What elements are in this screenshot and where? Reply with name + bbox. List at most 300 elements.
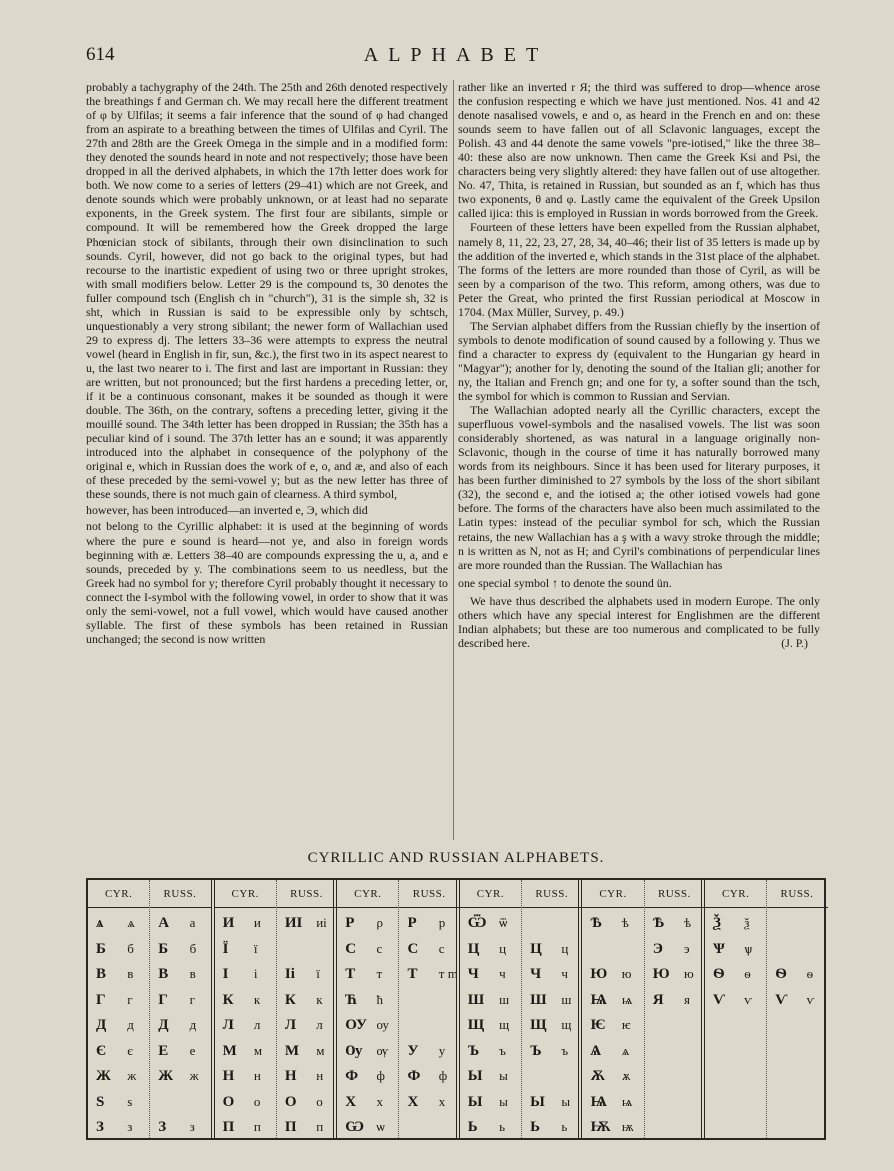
cyr-letter-cell xyxy=(460,1012,521,1038)
uppercase-letter: Ц xyxy=(530,940,542,957)
uppercase-letter: Б xyxy=(158,940,169,957)
lowercase-letter: х xyxy=(376,1093,383,1109)
russ-letter-cell xyxy=(645,910,706,936)
lowercase-letter: и xyxy=(253,915,261,930)
cyr-letter-cell xyxy=(582,1089,643,1115)
uppercase-letter: В xyxy=(96,966,107,982)
uppercase-letter: Ѵ xyxy=(775,991,788,1008)
lowercase-letter: б xyxy=(189,940,197,956)
lowercase-letter: щ xyxy=(499,1017,510,1032)
cyr-letter-cell xyxy=(215,1038,276,1064)
lowercase-letter: ѵ xyxy=(744,991,752,1007)
russ-letter-cell xyxy=(522,1089,583,1115)
uppercase-letter: Т xyxy=(407,966,418,982)
uppercase-letter: К xyxy=(222,991,234,1008)
uppercase-letter: Ъ xyxy=(530,1042,542,1059)
lowercase-letter: щ xyxy=(561,1017,572,1032)
russ-letter-cell xyxy=(522,1012,583,1038)
lowercase-letter: я xyxy=(683,991,690,1007)
lowercase-letter: з xyxy=(189,1119,195,1134)
paragraph: The Wallachian adopted nearly all the Cyrillic characters, except the superfluous vowel-symbols and the nasalised vowels. The list was soon considerably shortened, as was natural in a language originally non-Sclavonic, though in the course of time it has naturally borrowed many words from its neighbours. Since it has been used for literary purposes, it has been further diminished to 27 symbols by the loss of the short sibilant (32), the second e, and the iotised a; the other iotised vowels had gone before. The forms of the characters have also been much assimilated to the Latin types: instead of the peculiar symbol for sch, which the Russian retains, the new Wallachian has a ş with a wavy stroke through the middle; n is written as N, not as H; and Cyril's combinations of perpendicular lines are more rounded than the Russian. The Wallachian has xyxy=(458,403,820,572)
uppercase-letter: Ч xyxy=(530,966,542,982)
uppercase-letter: Ћ xyxy=(345,991,358,1008)
cyr-letter-cell xyxy=(88,936,149,962)
lowercase-letter: ѱ xyxy=(744,940,753,956)
russ-letter-cell xyxy=(399,936,460,962)
lowercase-letter: иі xyxy=(316,915,327,930)
cyr-letter-cell xyxy=(582,987,643,1013)
russ-letter-cell xyxy=(522,987,583,1013)
uppercase-letter: Ї xyxy=(222,940,229,957)
uppercase-letter: Г xyxy=(96,991,106,1008)
russ-letter-cell xyxy=(522,1063,583,1089)
running-title: ALPHABET xyxy=(363,44,549,66)
paragraph: however, has been introduced—an inverted e, Э, which did xyxy=(86,503,368,518)
uppercase-letter: Щ xyxy=(467,1017,485,1033)
lowercase-letter: з xyxy=(127,1119,133,1134)
russ-letter-cell xyxy=(277,961,338,987)
cyr-letter-cell xyxy=(215,936,276,962)
russ-letters xyxy=(644,880,706,1138)
russ-letter-cell xyxy=(399,1038,460,1064)
uppercase-letter: Ѳ xyxy=(775,966,787,982)
cyr-letters xyxy=(88,880,149,1138)
uppercase-letter: Ю xyxy=(652,966,670,982)
russ-letter-cell xyxy=(645,1114,706,1140)
russ-header: RUSS. xyxy=(412,888,446,900)
lowercase-letter: р xyxy=(438,915,446,930)
cyr-letter-cell xyxy=(215,910,276,936)
uppercase-letter: Ѧ xyxy=(590,1042,602,1059)
cyr-letter-cell xyxy=(460,1089,521,1115)
russ-letter-cell xyxy=(522,910,583,936)
paragraph: Fourteen of these letters have been expelled from the Russian alphabet, namely 8, 11, 22, 23, 27, 28, 34, 40–46; their list of 35 letters is made up by the addition of the inverted e, which stands in the 31st place of the alphabet. The forms of the letters are more rounded than those of Cyril, as will be seen by a comparison of the two. This reform, among others, was due to Peter the Great, who printed the first Russian periodical at Moscow in 1704. (Max Müller, Survey, p. 49.) xyxy=(458,220,820,319)
cyr-letter-cell xyxy=(582,961,643,987)
lowercase-letter: о xyxy=(253,1093,261,1109)
cyr-letter-cell xyxy=(337,1063,398,1089)
cyr-letters xyxy=(215,880,276,1138)
russ-letter-cell xyxy=(522,1114,583,1140)
cyr-letter-cell xyxy=(460,1114,521,1140)
russ-letter-cell xyxy=(645,1089,706,1115)
uppercase-letter: Ж xyxy=(96,1068,111,1084)
uppercase-letter: С xyxy=(407,940,419,957)
lowercase-letter: н xyxy=(253,1068,261,1083)
uppercase-letter: Ѳ xyxy=(713,966,725,982)
russ-header: RUSS. xyxy=(535,888,569,900)
running-header xyxy=(86,44,826,74)
uppercase-letter: П xyxy=(222,1119,235,1135)
uppercase-letter: Ѡ xyxy=(345,1119,364,1135)
lowercase-letter: м xyxy=(316,1042,325,1058)
cyr-letter-cell xyxy=(705,961,766,987)
lowercase-letter: г xyxy=(189,991,195,1007)
lowercase-letter: п xyxy=(253,1119,261,1134)
lowercase-letter: ѵ xyxy=(806,991,815,1007)
lowercase-letter: ц xyxy=(499,940,507,956)
russ-letter-cell xyxy=(277,1063,338,1089)
cyr-header: CYR. xyxy=(599,888,627,900)
lowercase-letter: ъ xyxy=(499,1042,506,1058)
cyr-letter-cell xyxy=(582,936,643,962)
cyr-letter-cell xyxy=(337,1038,398,1064)
cyr-letter-cell xyxy=(705,936,766,962)
russ-letter-cell xyxy=(150,910,211,936)
lowercase-letter: ы xyxy=(499,1068,508,1083)
uppercase-letter: Щ xyxy=(530,1017,547,1033)
left-column xyxy=(86,80,448,646)
russ-letters xyxy=(276,880,338,1138)
uppercase-letter: Ы xyxy=(467,1093,483,1110)
lowercase-letter: ж xyxy=(127,1068,137,1083)
cyr-letter-cell xyxy=(705,987,766,1013)
russ-letters xyxy=(149,880,211,1138)
uppercase-letter: П xyxy=(284,1119,297,1135)
russ-letter-cell xyxy=(767,1114,828,1140)
russ-letters xyxy=(521,880,583,1138)
russ-letter-cell xyxy=(150,936,211,962)
uppercase-letter: Ѿ xyxy=(467,915,487,931)
paragraph: We have thus described the alphabets used in modern Europe. The only others which have any special interest for Englishmen are the different Indian alphabets; but these are too numerous and complicated to be fully described here. xyxy=(458,593,820,650)
cyr-letter-cell xyxy=(215,1012,276,1038)
russ-letter-cell xyxy=(767,1012,828,1038)
uppercase-letter: ѧ xyxy=(96,915,104,931)
cyr-letter-cell xyxy=(582,910,643,936)
uppercase-letter: Д xyxy=(96,1017,107,1033)
uppercase-letter: О xyxy=(284,1093,297,1110)
lowercase-letter: ѕ xyxy=(127,1093,133,1109)
uppercase-letter: Ь xyxy=(530,1119,541,1135)
lowercase-letter: ы xyxy=(499,1093,508,1109)
russ-letter-cell xyxy=(645,1038,706,1064)
uppercase-letter: А xyxy=(158,915,170,931)
lowercase-letter: ю xyxy=(683,966,694,981)
russ-letter-cell xyxy=(767,987,828,1013)
russ-letter-cell xyxy=(399,1063,460,1089)
russ-letter-cell xyxy=(767,1089,828,1115)
cyr-letter-cell xyxy=(88,1089,149,1115)
uppercase-letter: Ѣ xyxy=(652,915,665,931)
russ-letter-cell xyxy=(399,1114,460,1140)
russ-letter-cell xyxy=(767,1063,828,1089)
cyr-header: CYR. xyxy=(104,888,133,900)
russ-letter-cell xyxy=(150,1089,211,1115)
uppercase-letter: Ы xyxy=(467,1068,483,1084)
lowercase-letter: м xyxy=(253,1042,263,1058)
uppercase-letter: М xyxy=(284,1042,300,1059)
lowercase-letter: ρ xyxy=(376,915,383,930)
alphabet-table xyxy=(86,878,826,1140)
cyr-letter-cell xyxy=(215,961,276,987)
lowercase-letter: і xyxy=(253,966,258,981)
uppercase-letter: Н xyxy=(284,1068,297,1084)
lowercase-letter: с xyxy=(376,940,383,956)
russ-header: RUSS. xyxy=(657,888,691,900)
cyr-letter-cell xyxy=(88,910,149,936)
russ-letter-cell xyxy=(399,987,460,1013)
uppercase-letter: У xyxy=(407,1042,419,1059)
uppercase-letter: З xyxy=(158,1119,167,1135)
russ-letter-cell xyxy=(277,1089,338,1115)
russ-letter-cell xyxy=(399,961,460,987)
lowercase-letter: ь xyxy=(561,1119,568,1134)
russ-letter-cell xyxy=(399,910,460,936)
russ-letter-cell xyxy=(522,936,583,962)
russ-letter-cell xyxy=(150,1012,211,1038)
uppercase-letter: Ъ xyxy=(467,1042,480,1059)
cyr-letter-cell xyxy=(337,910,398,936)
russ-letter-cell xyxy=(277,987,338,1013)
uppercase-letter: Ѭ xyxy=(590,1119,611,1135)
paragraph: The Servian alphabet differs from the Russian chiefly by the insertion of symbols to denote modification of sound caused by a following y. Thus we find a character to express dy (equivalent to the Hungarian gy heard in "Magyar"); another for ly, denoting the sound of the Italian gli; another for ny, the Italian and French gn; and one for ty, a softer sound than the tsch, the symbol for which is common to Russian and Servian. xyxy=(458,318,820,404)
lowercase-letter: ж xyxy=(189,1068,199,1083)
paragraph: probably a tachygraphy of the 24th. The 25th and 26th denoted respectively the breathings f and German ch. We may recall here the different treatment of φ by Ulfilas; it seems a fair inference that the sound of φ had changed from an aspirate to a breathing between the times of Ulfilas and Cyril. The 27th and 28th are the Greek Omega in the simple and in a modified form: they denoted the sounds heard in note and not respectively; those have been dropped in all the derived alphabets, in which the 17th letter does work for both. We now come to a series of letters (29–41) which are not Greek, and denote sounds which were probably unknown, or at least had no separate exponents, in the Greek system. The first four are sibilants, simple or compound. It will be remembered how the Greek dropped the large Phœnician stock of sibilants, through their own disinclination to such sounds. Cyril, however, did not go back to the original types, but had recourse to the inartistic expedient of using two or three upright strokes, with small modifiers below. Letter 29 is the compound ts, 30 denotes the fuller compound tsch (English ch in "church"), 31 is the simple sh, 32 is sht, which in Russian is said to be expressible only by schtsch, unquestionably a very strong sibilant; the newer form of Wallachian used 29 to express dj. The letters 33–36 were attempts to express the neutral vowel (heard in English in fir, sun, &c.), the first two in its aspect nearest to u, the last two nearer to i. The first and last are important in Russian: they are written, but not pronounced; but the first hardens a preceding letter, or, if it be a continuous consonant, makes it be sounded as though it were double. The 36th, on the contrary, softens a preceding letter, giving it the mouillé sound. The 34th letter has been dropped in Russian; the 35th has a peculiar kind of i sound. The 37th letter has an e sound; it was apparently introduced into the alphabet in consequence of the polyphony of the original e, which in Russian does the work of e, o, and æ, and also of each of these preceded by the semi-vowel y; but as the new letter has three of these sounds, there is not much gain of clearness. A third symbol, xyxy=(86,80,448,502)
uppercase-letter: Ѩ xyxy=(590,991,607,1008)
right-column xyxy=(458,80,820,650)
uppercase-letter: Т xyxy=(345,966,356,982)
russ-letter-cell xyxy=(645,961,706,987)
lowercase-letter: ï xyxy=(316,966,320,981)
uppercase-letter: М xyxy=(222,1042,237,1059)
uppercase-letter: Ѩ xyxy=(590,1093,607,1110)
russ-letters xyxy=(766,880,828,1138)
paragraph: one special symbol ↑ to denote the sound ün. xyxy=(458,575,672,590)
russ-header: RUSS. xyxy=(290,888,323,900)
cyr-letter-cell xyxy=(705,1012,766,1038)
author-signature: (J. P.) xyxy=(781,635,808,650)
cyr-letter-cell xyxy=(337,961,398,987)
alphabet-column-pair xyxy=(88,880,211,1138)
uppercase-letter: Э xyxy=(652,940,663,957)
lowercase-letter: ѥ xyxy=(621,1017,631,1032)
russ-letter-cell xyxy=(150,1038,211,1064)
lowercase-letter: ѧ xyxy=(621,1042,630,1058)
column-divider xyxy=(453,80,454,840)
page-number: 614 xyxy=(86,44,115,65)
russ-letter-cell xyxy=(399,1089,460,1115)
cyr-letter-cell xyxy=(215,1114,276,1140)
cyr-letters xyxy=(582,880,643,1138)
cyr-letter-cell xyxy=(460,961,521,987)
uppercase-letter: Х xyxy=(407,1093,419,1110)
uppercase-letter: В xyxy=(158,966,169,982)
russ-letter-cell xyxy=(277,910,338,936)
lowercase-letter: ѹ xyxy=(376,1042,388,1058)
cyr-letter-cell xyxy=(460,1038,521,1064)
cyr-letter-cell xyxy=(337,987,398,1013)
lowercase-letter: ѩ xyxy=(621,991,633,1007)
lowercase-letter: в xyxy=(127,966,134,981)
cyr-letters xyxy=(460,880,521,1138)
cyr-letter-cell xyxy=(215,1089,276,1115)
paragraph: not belong to the Cyrillic alphabet: it is used at the beginning of words where the pure e sound is heard—not ye, and also in foreign words beginning with æ. Letters 38–40 are compounds expressing the u, a, and e sounds, preceded by y. The combinations seem to us needless, but the Greek had no symbol for y; therefore Cyril probably thought it necessary to connect the I-symbol with the following vowel, in order to show that it was only the semi-vowel, not a full vowel, which would have caused another syllable. The first of these symbols has been retained in Russian unchanged; the second is now written xyxy=(86,519,448,646)
uppercase-letter: Я xyxy=(652,991,664,1008)
uppercase-letter: Ж xyxy=(158,1068,174,1084)
lowercase-letter: ф xyxy=(376,1068,385,1083)
russ-header: RUSS. xyxy=(163,888,197,900)
lowercase-letter: т xyxy=(376,966,383,981)
russ-letter-cell xyxy=(645,1063,706,1089)
lowercase-letter: ѭ xyxy=(621,1119,634,1134)
uppercase-letter: Р xyxy=(345,915,355,931)
cyr-letter-cell xyxy=(705,910,766,936)
cyr-letter-cell xyxy=(337,1012,398,1038)
lowercase-letter: а xyxy=(189,915,196,930)
lowercase-letter: ц xyxy=(561,940,569,956)
uppercase-letter: Ш xyxy=(467,991,485,1008)
cyr-letter-cell xyxy=(337,1114,398,1140)
russ-letter-cell xyxy=(399,1012,460,1038)
lowercase-letter: є xyxy=(127,1042,133,1058)
cyr-letters xyxy=(705,880,766,1138)
uppercase-letter: Ѣ xyxy=(590,915,602,931)
cyr-letter-cell xyxy=(88,1038,149,1064)
lowercase-letter: т m xyxy=(438,966,458,981)
uppercase-letter: Ѕ xyxy=(96,1093,105,1110)
lowercase-letter: ѳ xyxy=(744,966,751,981)
uppercase-letter: Ф xyxy=(345,1068,359,1084)
uppercase-letter: Ѵ xyxy=(713,991,726,1008)
russ-letter-cell xyxy=(645,936,706,962)
uppercase-letter: Б xyxy=(96,940,106,957)
russ-letter-cell xyxy=(277,1038,338,1064)
cyr-header: CYR. xyxy=(354,888,382,900)
russ-letter-cell xyxy=(277,1114,338,1140)
lowercase-letter: с xyxy=(438,940,445,956)
uppercase-letter: Н xyxy=(222,1068,235,1084)
cyr-letter-cell xyxy=(705,1114,766,1140)
russ-letters xyxy=(398,880,460,1138)
lowercase-letter: ф xyxy=(438,1068,448,1083)
uppercase-letter: Ѥ xyxy=(590,1017,606,1033)
lowercase-letter: ѳ xyxy=(806,966,814,981)
russ-letter-cell xyxy=(645,987,706,1013)
uppercase-letter: Ь xyxy=(467,1119,478,1135)
lowercase-letter: ч xyxy=(561,966,568,981)
cyr-letter-cell xyxy=(460,987,521,1013)
lowercase-letter: ї xyxy=(253,940,258,956)
cyr-letter-cell xyxy=(460,910,521,936)
russ-letter-cell xyxy=(645,1012,706,1038)
cyr-header: CYR. xyxy=(476,888,505,900)
lowercase-letter: ѩ xyxy=(621,1093,633,1109)
alphabet-column-pair xyxy=(578,880,705,1138)
alphabet-column-pair xyxy=(456,880,583,1138)
cyr-letter-cell xyxy=(582,1012,643,1038)
russ-letter-cell xyxy=(150,987,211,1013)
cyr-letter-cell xyxy=(460,936,521,962)
uppercase-letter: Ц xyxy=(467,940,480,957)
cyr-letter-cell xyxy=(88,1012,149,1038)
uppercase-letter: Х xyxy=(345,1093,357,1110)
lowercase-letter: п xyxy=(316,1119,324,1134)
cyr-letter-cell xyxy=(582,1063,643,1089)
cyr-letter-cell xyxy=(88,1063,149,1089)
lowercase-letter: э xyxy=(683,940,690,956)
cyr-letter-cell xyxy=(215,987,276,1013)
lowercase-letter: н xyxy=(316,1068,324,1083)
cyr-header: CYR. xyxy=(721,888,750,900)
lowercase-letter: ь xyxy=(499,1119,506,1134)
russ-header: RUSS. xyxy=(780,888,814,900)
lowercase-letter: ѫ xyxy=(621,1068,631,1083)
lowercase-letter: ѧ xyxy=(127,915,135,930)
cyr-letter-cell xyxy=(337,936,398,962)
uppercase-letter: Д xyxy=(158,1017,169,1033)
lowercase-letter: о xyxy=(316,1093,323,1109)
lowercase-letter: л xyxy=(316,1017,323,1032)
russ-letter-cell xyxy=(150,961,211,987)
cyr-letter-cell xyxy=(460,1063,521,1089)
lowercase-letter: ш xyxy=(561,991,572,1007)
uppercase-letter: Ч xyxy=(467,966,479,982)
uppercase-letter: Ы xyxy=(530,1093,545,1110)
lowercase-letter: д xyxy=(189,1017,197,1032)
cyr-header: CYR. xyxy=(231,888,259,900)
lowercase-letter: ѯ xyxy=(744,915,750,930)
russ-letter-cell xyxy=(522,961,583,987)
cyr-letter-cell xyxy=(88,987,149,1013)
lowercase-letter: г xyxy=(127,991,133,1007)
table-title: CYRILLIC AND RUSSIAN ALPHABETS. xyxy=(307,850,605,866)
uppercase-letter: ИІ xyxy=(284,915,303,931)
alphabet-column-pair xyxy=(333,880,460,1138)
uppercase-letter: Іі xyxy=(284,966,295,982)
cyr-letter-cell xyxy=(705,1038,766,1064)
lowercase-letter: х xyxy=(438,1093,446,1109)
uppercase-letter: С xyxy=(345,940,357,957)
lowercase-letter: е xyxy=(189,1042,196,1058)
lowercase-letter: ы xyxy=(561,1093,571,1109)
paragraph: rather like an inverted r Я; the third was suffered to drop—whence arose the confusion respecting e which we have just mentioned. Nos. 41 and 42 denote nasalised vowels, e and o, as heard in the French en and on: these sounds seem to have fallen out of all Sclavonic languages, except the Polish. 43 and 44 denote the same vowels "pre-iotised," like the three 38–40: these also are now unknown. Then came the Greek Ksi and Psi, the characters being very slightly altered: they have fallen out of use altogether. No. 47, Thita, is retained in Russian, but sounded as an f, which has thus two exponents, θ and φ. Lastly came the equivalent of the Greek Upsilon called ijica: this is employed in Russian in words borrowed from the Greek. xyxy=(458,80,820,221)
uppercase-letter: О xyxy=(222,1093,235,1110)
lowercase-letter: б xyxy=(127,940,134,956)
lowercase-letter: л xyxy=(253,1017,261,1032)
russ-letter-cell xyxy=(150,1114,211,1140)
uppercase-letter: Р xyxy=(407,915,417,931)
lowercase-letter: ѿ xyxy=(499,915,508,930)
lowercase-letter: ѣ xyxy=(621,915,629,930)
lowercase-letter: ѡ xyxy=(376,1119,385,1134)
uppercase-letter: ОУ xyxy=(345,1017,368,1033)
uppercase-letter: Л xyxy=(284,1017,297,1033)
alphabet-column-pair xyxy=(211,880,338,1138)
uppercase-letter: Л xyxy=(222,1017,234,1033)
russ-letter-cell xyxy=(522,1038,583,1064)
lowercase-letter: оу xyxy=(376,1017,389,1032)
uppercase-letter: Ѱ xyxy=(713,940,725,957)
lowercase-letter: ѣ xyxy=(683,915,692,930)
cyr-letter-cell xyxy=(215,1063,276,1089)
uppercase-letter: Г xyxy=(158,991,168,1008)
cyr-letter-cell xyxy=(705,1063,766,1089)
russ-letter-cell xyxy=(767,910,828,936)
cyr-letters xyxy=(337,880,398,1138)
lowercase-letter: ъ xyxy=(561,1042,569,1058)
uppercase-letter: Ѫ xyxy=(590,1068,606,1084)
russ-letter-cell xyxy=(150,1063,211,1089)
uppercase-letter: Ш xyxy=(530,991,547,1008)
uppercase-letter: И xyxy=(222,915,235,931)
russ-letter-cell xyxy=(767,936,828,962)
russ-letter-cell xyxy=(277,936,338,962)
alphabet-column-pair xyxy=(701,880,828,1138)
uppercase-letter: Ѯ xyxy=(713,915,721,931)
cyr-letter-cell xyxy=(88,961,149,987)
russ-letter-cell xyxy=(767,1038,828,1064)
lowercase-letter: в xyxy=(189,966,196,981)
lowercase-letter: ч xyxy=(499,966,506,981)
